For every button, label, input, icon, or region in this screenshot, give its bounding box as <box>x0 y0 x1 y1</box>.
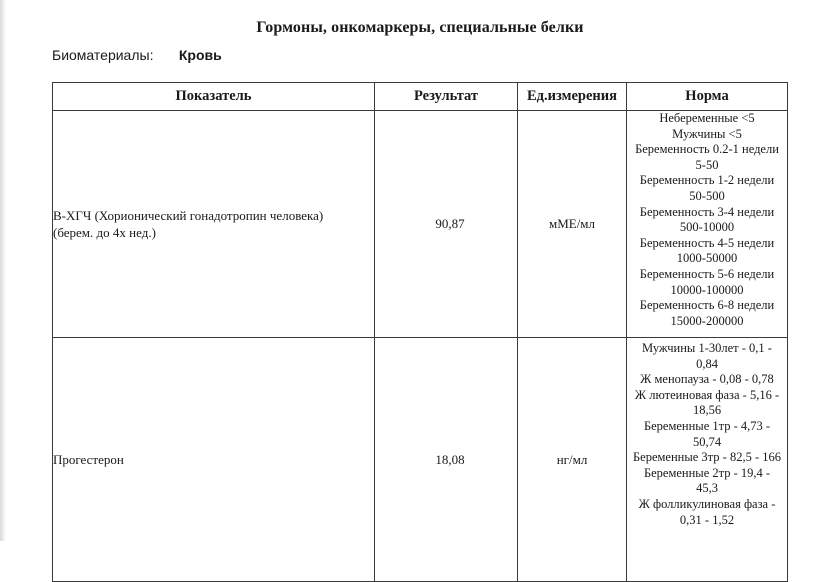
norm-line: 1000-50000 <box>676 251 738 266</box>
indicator-name-line: В-ХГЧ (Хорионический гонадотропин человека) <box>53 208 324 223</box>
norm-line: 50,74 <box>692 434 722 449</box>
document-title: Гормоны, онкомаркеры, специальные белки <box>256 19 584 36</box>
norm-line: 45,3 <box>696 481 718 496</box>
results-table <box>52 82 788 582</box>
unit-cell: мМЕ/мл <box>518 111 627 338</box>
page-edge-shadow <box>0 0 6 541</box>
norm-line: 0,31 - 1,52 <box>679 512 735 527</box>
norm-line: 0,84 <box>696 356 718 371</box>
indicator-name-cell <box>53 111 375 338</box>
header-norm: Норма <box>627 83 788 111</box>
norm-line: Беременность 1-2 недели <box>639 173 775 188</box>
unit-cell: нг/мл <box>518 338 627 582</box>
norm-line: Беременность 4-5 недели <box>639 235 775 250</box>
norm-line: 18,56 <box>692 403 722 418</box>
biomaterial-value: Кровь <box>178 47 222 63</box>
norm-line: Беременные 1тр - 4,73 - <box>643 418 771 433</box>
biomaterial-line <box>52 47 222 63</box>
norm-line: Беременность 6-8 недели <box>639 298 775 313</box>
table-row-progesterone <box>53 338 788 582</box>
header-unit: Ед.измерения <box>518 83 627 111</box>
norm-line: Беременные 2тр - 19,4 - <box>643 465 771 480</box>
norm-line: 15000-200000 <box>670 313 744 328</box>
header-indicator: Показатель <box>53 83 375 111</box>
norm-cell <box>627 111 788 338</box>
norm-line: Беременные 3тр - 82,5 - 166 <box>633 450 781 465</box>
norm-line: Ж менопауза - 0,08 - 0,78 <box>640 372 774 387</box>
result-cell <box>375 338 518 582</box>
norm-line: Ж лютеиновая фаза - 5,16 - <box>634 387 780 402</box>
result-cell <box>375 111 518 338</box>
norm-cell <box>627 338 788 582</box>
norm-line: Беременность 3-4 недели <box>639 204 775 219</box>
indicator-name-line: (берем. до 4х нед.) <box>53 225 156 240</box>
biomaterial-label: Биоматериалы: <box>52 47 154 63</box>
indicator-name-cell <box>53 338 375 582</box>
table-header-row <box>53 83 788 111</box>
norm-line: Ж фолликулиновая фаза - <box>638 496 776 511</box>
norm-line: Беременность 0.2-1 недели <box>635 142 779 157</box>
norm-line: Беременность 5-6 недели <box>639 266 775 281</box>
result-value: 90,87 <box>435 216 465 231</box>
norm-line: Мужчины 1-30лет - 0,1 - <box>642 341 772 355</box>
norm-line: Мужчины <5 <box>672 126 742 141</box>
norm-line: 500-10000 <box>679 220 735 235</box>
norm-line: 50-500 <box>689 188 725 203</box>
indicator-name-line: Прогестерон <box>53 452 124 467</box>
table-row-hcg <box>53 111 788 338</box>
norm-line: Небеременные <5 <box>659 111 755 125</box>
result-value: 18,08 <box>435 451 465 467</box>
norm-line: 10000-100000 <box>670 282 744 297</box>
norm-line: 5-50 <box>695 157 719 172</box>
header-result: Результат <box>375 83 518 111</box>
